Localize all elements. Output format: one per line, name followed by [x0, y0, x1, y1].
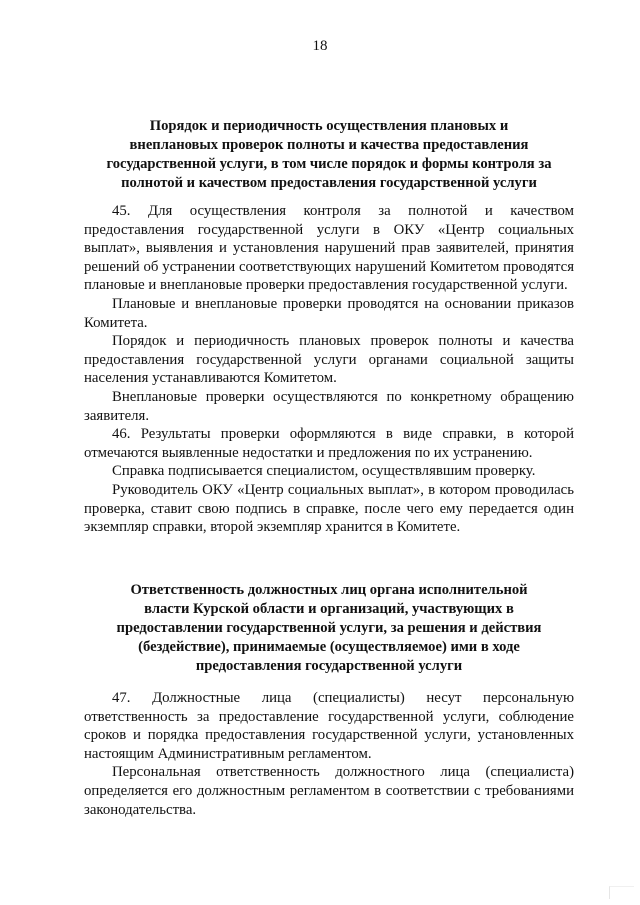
- scan-corner-mark: [609, 886, 634, 899]
- paragraph: Порядок и периодичность плановых проверок полноты и качества предоставления государственной услуги органами социальной защиты населения устанавливаются Комитетом.: [84, 333, 574, 387]
- heading-line: государственной услуги, в том числе порядок и формы контроля за: [106, 156, 552, 172]
- heading-line: предоставления государственной услуги: [195, 658, 463, 674]
- section-body-responsibility: [84, 689, 574, 819]
- heading-line: предоставлении государственной услуги, за решения и действия: [116, 620, 542, 636]
- heading-line: Ответственность должностных лиц органа исполнительной: [130, 582, 528, 598]
- paragraph-46: 46. Результаты проверки оформляются в виде справки, в которой отмечаются выявленные недостатки и предложения по их устранению.: [84, 426, 574, 461]
- heading-line: власти Курской области и организаций, участвующих в: [144, 601, 514, 617]
- paragraph-47: 47. Должностные лица (специалисты) несут персональную ответственность за предоставление государственной услуги, соблюдение сроков и порядка предоставления государственной услуги, установленных настоящим Административным регламентом.: [84, 690, 574, 762]
- paragraph: Персональная ответственность должностного лица (специалиста) определяется его должностным регламентом в соответствии с требованиями законодательства.: [84, 764, 574, 818]
- section-heading-responsibility: [84, 581, 574, 676]
- page-number: 18: [312, 38, 328, 54]
- paragraph: Справка подписывается специалистом, осуществлявшим проверку.: [112, 463, 536, 480]
- heading-line: Порядок и периодичность осуществления плановых и: [149, 118, 509, 134]
- paragraph: Руководитель ОКУ «Центр социальных выплат», в котором проводилась проверка, ставит свою подпись в справке, после чего ему передается один экземпляр справки, второй экземпляр хранится в Комитете.: [84, 481, 574, 536]
- paragraph: Плановые и внеплановые проверки проводятся на основании приказов Комитета.: [84, 295, 574, 331]
- heading-line: внеплановых проверок полноты и качества предоставления: [129, 137, 529, 153]
- section-heading-inspections: [84, 117, 574, 193]
- paragraph: Внеплановые проверки осуществляются по конкретному обращению заявителя.: [84, 388, 574, 424]
- paragraph-45: 45. Для осуществления контроля за полнотой и качеством предоставления государственной услуги в ОКУ «Центр социальных выплат», выявления и установления нарушений прав заявителей, принятия решений об устранении соответствующих нарушений Комитетом проводятся плановые и внеплановые проверки предоставления государственной услуги.: [84, 203, 574, 294]
- heading-line: полнотой и качеством предоставления государственной услуги: [121, 175, 537, 191]
- heading-line: (бездействие), принимаемые (осуществляемое) ими в ходе: [138, 639, 520, 655]
- section-body-inspections: [84, 202, 574, 537]
